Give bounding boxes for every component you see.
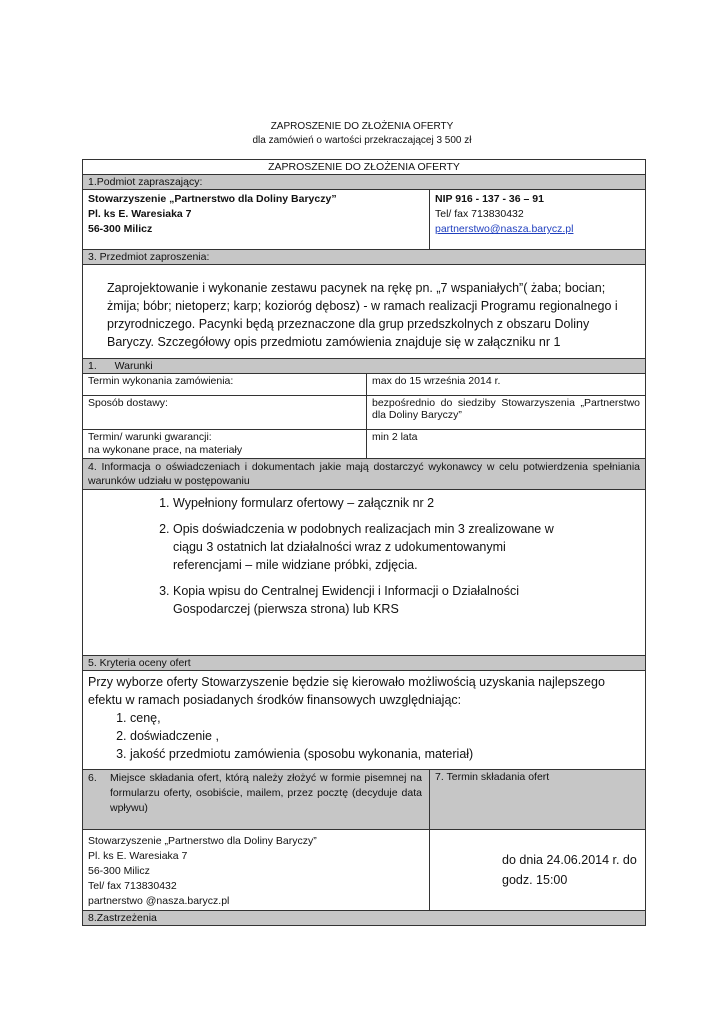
warranty-label: Termin/ warunki gwarancji: bbox=[88, 431, 212, 443]
org-name: Stowarzyszenie „Partnerstwo dla Doliny Baryczy” bbox=[88, 193, 337, 205]
org-address-line1: Pl. ks E. Waresiaka 7 bbox=[88, 208, 192, 220]
criteria-item: 3. jakość przedmiotu zamówienia (sposobu wykonania, materiał) bbox=[130, 745, 640, 763]
document-item: 1. Wypełniony formularz ofertowy – załącznik nr 2 bbox=[173, 494, 565, 512]
section6-heading bbox=[83, 770, 430, 830]
conditions-heading-label: Warunki bbox=[114, 360, 153, 372]
document-item: 2. Opis doświadczenia w podobnych realizacjach min 3 zrealizowane w ciągu 3 ostatnich lat działalności wraz z udokumentowanymi referencjami – mile widziane próbki, zdjęcia. bbox=[173, 520, 565, 574]
deadline-time: godz. 15:00 bbox=[502, 873, 568, 887]
condition-value: min 2 lata bbox=[367, 430, 646, 459]
deadline-date: do dnia 24.06.2014 r. do bbox=[502, 853, 637, 867]
section6-text: Miejsce składania ofert, którą należy złożyć w formie pisemnej na formularzu oferty, osobiście, mailem, przez pocztę (decyduje data wpływu) bbox=[110, 772, 422, 814]
condition-value: max do 15 września 2014 r. bbox=[367, 374, 646, 396]
criteria-intro: Przy wyborze oferty Stowarzyszenie będzie się kierowało możliwością uzyskania najlepszego efektu w ramach posiadanych środków finansowych uwzględniając: bbox=[88, 675, 605, 707]
table-title: ZAPROSZENIE DO ZŁOŻENIA OFERTY bbox=[83, 160, 646, 175]
org-address-line2: 56-300 Milicz bbox=[88, 223, 153, 235]
evaluation-criteria bbox=[83, 671, 646, 770]
condition-label bbox=[83, 430, 367, 459]
document-item: 3. Kopia wpisu do Centralnej Ewidencji i Informacji o Działalności Gospodarczej (pierwsza strona) lub KRS bbox=[173, 582, 565, 618]
organizer-contact bbox=[430, 190, 646, 250]
address-line: 56-300 Milicz bbox=[88, 865, 150, 877]
condition-value: bezpośrednio do siedziby Stowarzyszenia „Partnerstwo dla Doliny Baryczy” bbox=[367, 396, 646, 430]
org-phone: Tel/ fax 713830432 bbox=[435, 208, 524, 220]
org-nip: NIP 916 - 137 - 36 – 91 bbox=[435, 193, 544, 205]
page-subtitle: dla zamówień o wartości przekraczającej 3 500 zł bbox=[252, 135, 472, 146]
section4-heading: 4. Informacja o oświadczeniach i dokumentach jakie mają dostarczyć wykonawcy w celu potwierdzenia spełniania warunków udziału w postępowaniu bbox=[83, 459, 646, 490]
submission-address bbox=[83, 830, 430, 911]
section3-heading: 3. Przedmiot zaproszenia: bbox=[83, 250, 646, 265]
subject-description: Zaprojektowanie i wykonanie zestawu pacynek na rękę pn. „7 wspaniałych”( żaba; bocian; żmija; bóbr; nietoperz; karp; kozioróg dębosz) - w ramach realizacji Programu regionalnego i przyrodniczego. Pacynki będą przeznaczone dla grup przedszkolnych z obszaru Doliny Baryczy. Szczegółowy opis przedmiotu zamówienia znajduje się w załączniku nr 1 bbox=[83, 265, 646, 359]
address-line: Stowarzyszenie „Partnerstwo dla Doliny Baryczy” bbox=[88, 835, 317, 847]
section6-number: 6. bbox=[88, 772, 97, 784]
criteria-item: 2. doświadczenie , bbox=[130, 727, 640, 745]
section1-heading: 1.Podmiot zapraszający: bbox=[83, 175, 646, 190]
warranty-sublabel: na wykonane prace, na materiały bbox=[88, 444, 243, 456]
section7-heading: 7. Termin składania ofert bbox=[430, 770, 646, 830]
condition-label: Sposób dostawy: bbox=[83, 396, 367, 430]
submission-deadline bbox=[430, 830, 646, 911]
conditions-heading bbox=[83, 359, 646, 374]
address-line: Pl. ks E. Waresiaka 7 bbox=[88, 850, 188, 862]
section5-heading: 5. Kryteria oceny ofert bbox=[83, 656, 646, 671]
required-documents bbox=[83, 490, 646, 656]
criteria-item: 1. cenę, bbox=[130, 709, 640, 727]
section8-heading: 8.Zastrzeżenia bbox=[83, 911, 646, 926]
organizer-address bbox=[83, 190, 430, 250]
conditions-heading-number: 1. bbox=[88, 360, 97, 372]
page-title: ZAPROSZENIE DO ZŁOŻENIA OFERTY bbox=[270, 121, 454, 132]
address-line: partnerstwo @nasza.barycz.pl bbox=[88, 895, 230, 907]
address-line: Tel/ fax 713830432 bbox=[88, 880, 177, 892]
condition-label: Termin wykonania zamówienia: bbox=[83, 374, 367, 396]
offer-form-table bbox=[82, 159, 646, 926]
org-email-link[interactable]: partnerstwo@nasza.barycz.pl bbox=[435, 223, 574, 235]
